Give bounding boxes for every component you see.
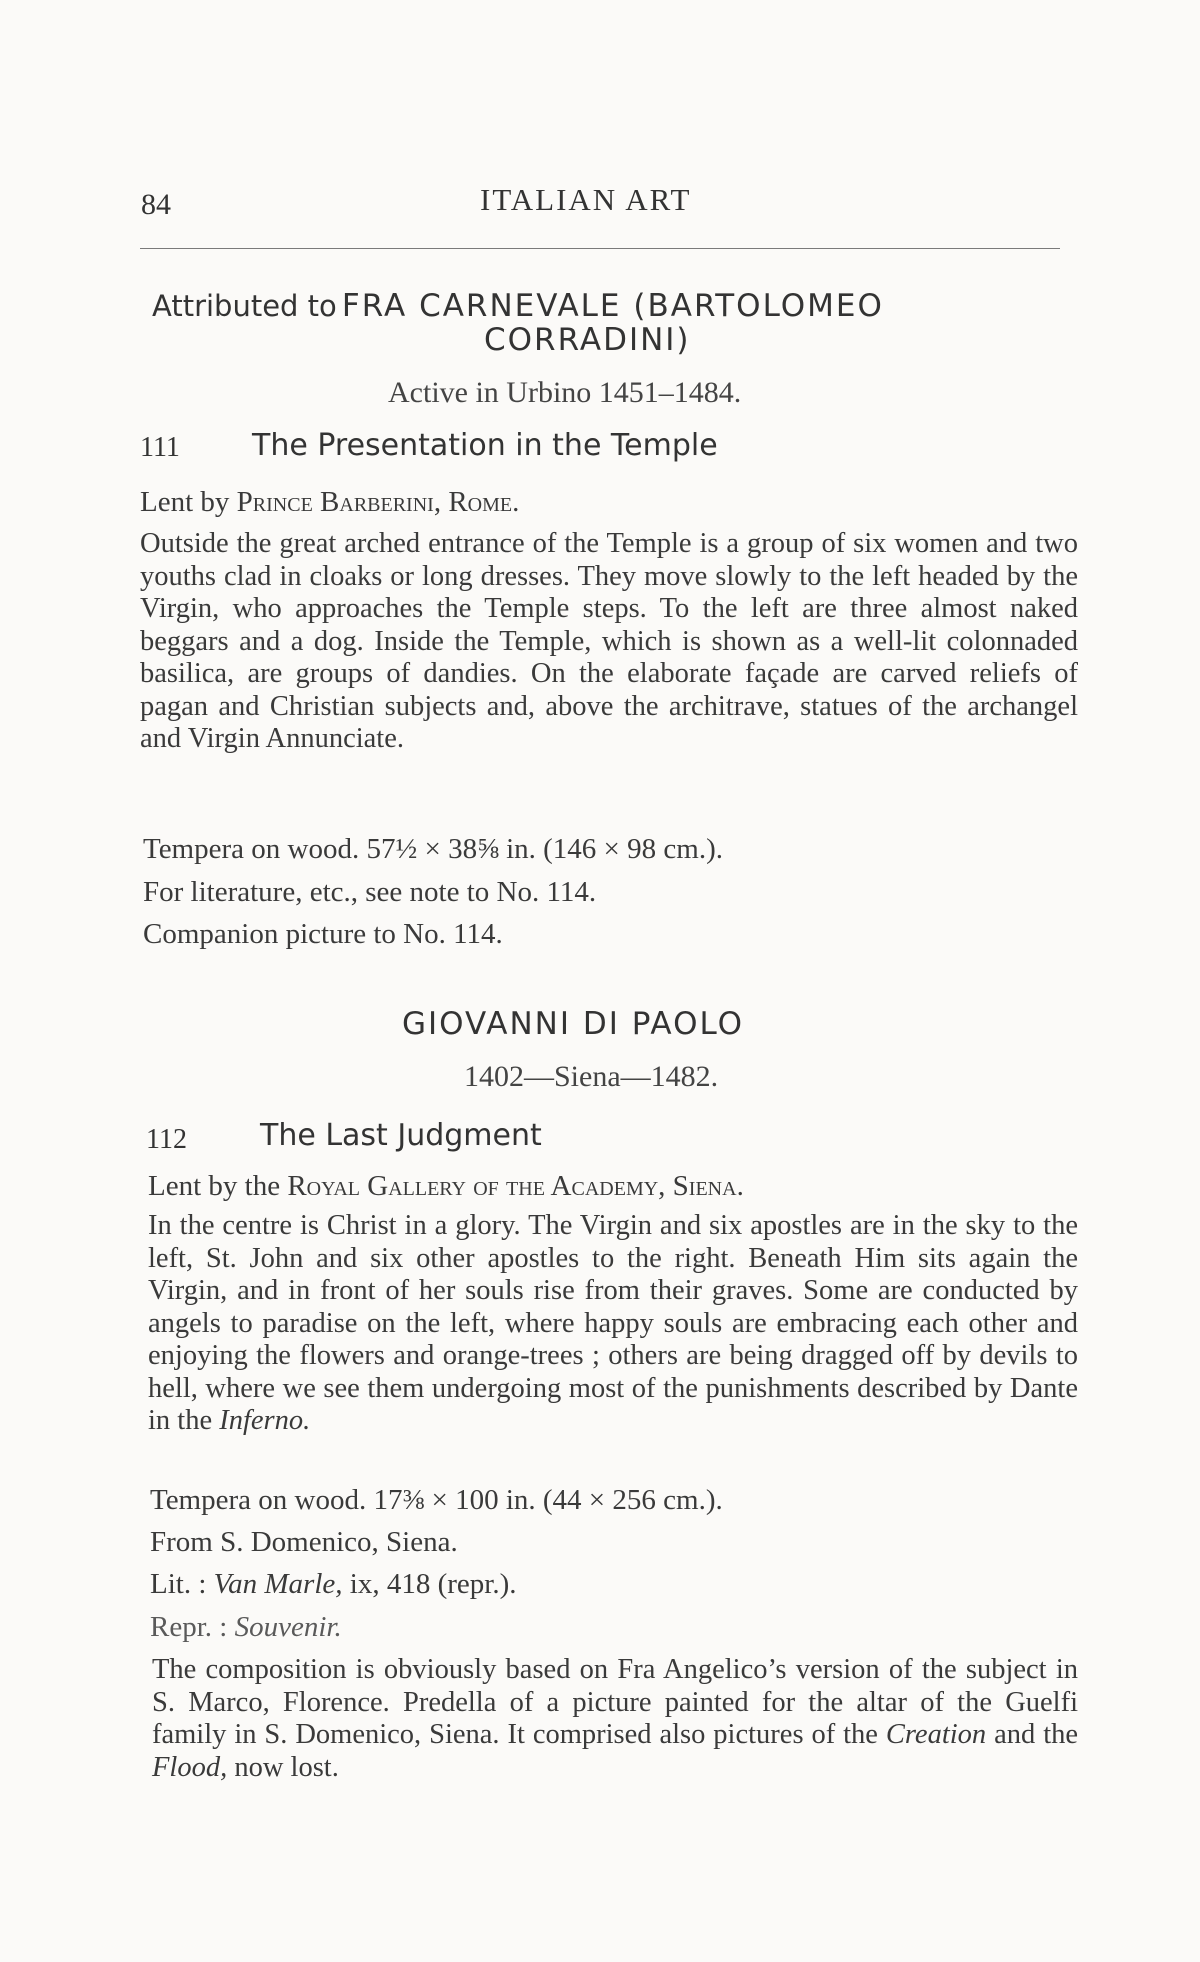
description-2-italic: Inferno. — [219, 1405, 311, 1436]
lender-name-2: Royal Gallery of the Academy, Siena. — [287, 1170, 744, 1202]
lent-prefix-2: Lent by the — [148, 1170, 281, 1202]
reproduction-line-2 — [150, 1611, 342, 1644]
lender-line-1 — [140, 486, 519, 519]
note-text-3: now lost. — [234, 1751, 339, 1783]
artwork-title-1: The Presentation in the Temple — [252, 428, 718, 463]
lender-name-1: Prince Barberini, Rome. — [236, 486, 520, 518]
running-title: ITALIAN ART — [480, 182, 692, 217]
artist-dates-1: Active in Urbino 1451–1484. — [388, 376, 742, 409]
lender-line-2 — [148, 1170, 744, 1203]
literature-line-2 — [150, 1568, 516, 1601]
artist-heading-2: GIOVANNI DI PAOLO — [402, 1006, 745, 1042]
page-number: 84 — [141, 188, 171, 221]
description-1: Outside the great arched entrance of the Temple is a group of six women and two youths clad in cloaks or long dresses. They move slowly to the left headed by the Virgin, who approaches the Temple steps. To the left are three almost naked beggars and a dog. Inside the Temple, which is shown as a well-lit colonnaded basilica, are groups of dandies. On the elaborate façade are carved reliefs of pagan and Christian subjects and, above the architrave, statues of the archangel and Virgin Annunciate. — [140, 528, 1078, 754]
lent-prefix-1: Lent by — [140, 486, 230, 518]
note-text-2: and the — [994, 1719, 1079, 1750]
companion-line-1: Companion picture to No. 114. — [143, 918, 503, 950]
catalogue-number-2: 112 — [146, 1124, 187, 1155]
artwork-title-2: The Last Judgment — [260, 1118, 542, 1153]
repr-label: Repr. : — [150, 1611, 228, 1643]
artist-dates-2: 1402—Siena—1482. — [464, 1060, 719, 1093]
literature-line-1: For literature, etc., see note to No. 114. — [143, 876, 597, 908]
lit-reference: Van Marle, — [213, 1568, 343, 1600]
artist-heading-1 — [152, 288, 884, 324]
description-2 — [148, 1210, 1078, 1438]
artist-name-line2: CORRADINI) — [484, 322, 691, 358]
note-italic-1: Creation — [885, 1719, 987, 1750]
note-italic-2: Flood, — [152, 1751, 228, 1783]
provenance-line-2: From S. Domenico, Siena. — [150, 1526, 458, 1558]
header-rule — [140, 248, 1060, 249]
description-2-text: In the centre is Christ in a glory. The Virgin and six apostles are in the sky to the left, St. John and six other apostles to the right. Beneath Him sits again the Virgin, and in front of her souls rise from their graves. Some are conducted by angels to paradise on the left, where happy souls are embracing each other and enjoying the flowers and orange-trees ; others are being dragged off by devils to hell, where we see them undergoing most of the punishments described by Dante in the — [148, 1210, 1078, 1436]
medium-line-2: Tempera on wood. 17⅜ × 100 in. (44 × 256 cm.). — [150, 1484, 723, 1516]
lit-rest: ix, 418 (repr.). — [349, 1568, 517, 1600]
catalogue-number-1: 111 — [140, 432, 180, 463]
medium-line-1: Tempera on wood. 57½ × 38⅝ in. (146 × 98 cm.). — [143, 833, 723, 865]
artist-name-line1: FRA CARNEVALE (BARTOLOMEO — [341, 288, 884, 324]
note-text-1: The composition is obviously based on Fra Angelico’s version of the subject in S. Marco, Florence. Predella of a picture painted for the altar of the Guelfi family in S. Domenico, Siena. It comprised also pictures of the — [152, 1654, 1078, 1750]
lit-label: Lit. : — [150, 1568, 207, 1600]
note-paragraph-2 — [152, 1654, 1078, 1784]
attribution-label: Attributed to — [152, 289, 337, 323]
repr-reference: Souvenir. — [234, 1611, 342, 1643]
